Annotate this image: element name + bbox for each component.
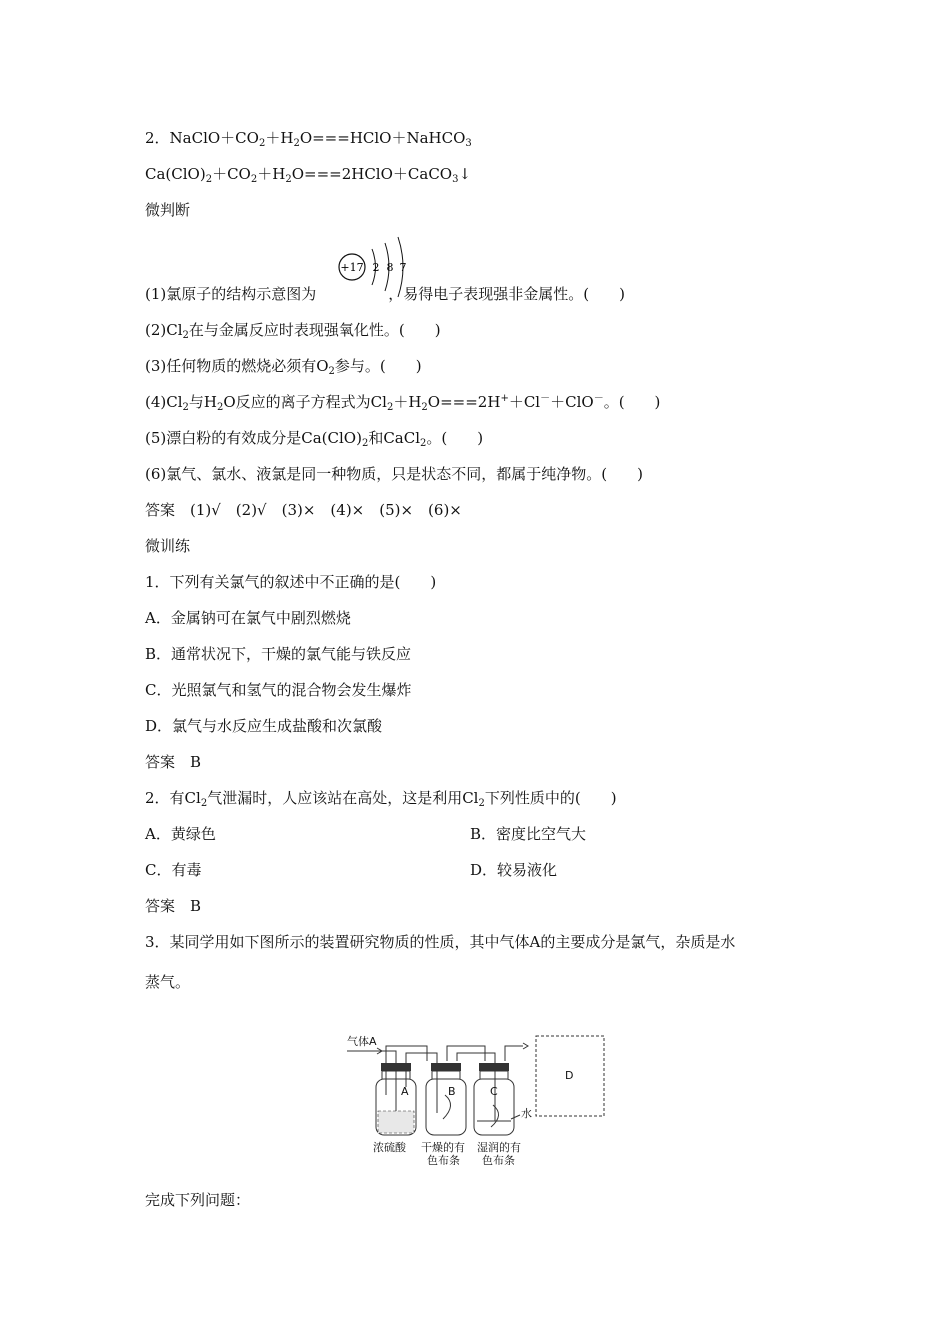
train-q2-option-c: C．有毒 xyxy=(145,861,202,879)
train-q3-stem-line1: 3．某同学用如下图所示的装置研究物质的性质，其中气体A的主要成分是氯气，杂质是水 xyxy=(145,933,736,951)
train-q2-stem: 2．有$Cl_2$气泄漏时，人应该站在高处，这是利用$Cl_2$下列性质中的( ) xyxy=(145,789,617,809)
label-conc-sulfuric-acid: 浓硫酸 xyxy=(373,1141,406,1154)
atom-shell-3: 7 xyxy=(399,261,407,274)
apparatus-figure xyxy=(345,1035,610,1165)
train-q1-option-b: B．通常状况下，干燥的氯气能与铁反应 xyxy=(145,645,412,663)
train-q1-option-c: C．光照氯气和氢气的混合物会发生爆炸 xyxy=(145,681,412,699)
atom-nucleus: +17 xyxy=(340,261,364,274)
train-q2-option-d: D．较易液化 xyxy=(470,861,558,879)
label-dry-cloth-1: 干燥的有 xyxy=(421,1141,465,1154)
judge-q4: $(4)Cl_2$与$H_2O$反应的离子方程式为$Cl_2+H_2O===2H^++Cl^-+ClO^-$。( ) xyxy=(145,393,661,413)
train-q1-option-a: A．金属钠可在氯气中剧烈燃烧 xyxy=(145,609,351,627)
label-wet-cloth-2: 色布条 xyxy=(482,1154,515,1165)
section-title-micro-judge: 微判断 xyxy=(145,201,191,219)
judge-answer: 答案 (1)√ (2)√ (3)× (4)× (5)× (6)× xyxy=(145,501,462,519)
label-box-d: D xyxy=(565,1069,574,1082)
equation-caclo2: $Ca(ClO)_2+CO_2+H_2O===2HClO+CaCO_3↓$ xyxy=(145,165,472,185)
train-q1-option-d: D．氯气与水反应生成盐酸和次氯酸 xyxy=(145,717,383,735)
label-bottle-b: B xyxy=(448,1085,456,1098)
label-bottle-a: A xyxy=(401,1085,409,1098)
atom-shell-1: 2 xyxy=(372,261,380,274)
train-q2-option-a: A．黄绿色 xyxy=(145,825,216,843)
label-water: 水 xyxy=(521,1107,532,1120)
judge-q1: (1)氯原子的结构示意图为 ，易得电子表现强非金属性。( ) xyxy=(145,285,625,303)
label-wet-cloth-1: 湿润的有 xyxy=(477,1141,521,1154)
equation-naclo: 2．$NaClO+CO_2+H_2O===HClO+NaHCO_3$ xyxy=(145,129,472,149)
judge-q2: $(2)Cl_2$在与金属反应时表现强氧化性。( ) xyxy=(145,321,441,341)
judge-q5: (5)漂白粉的有效成分是$Ca(ClO)_2$和CaCl$_2$。( ) xyxy=(145,429,484,449)
train-q2-option-b: B．密度比空气大 xyxy=(470,825,587,843)
section-title-micro-train: 微训练 xyxy=(145,537,191,555)
judge-q3: (3)任何物质的燃烧必须有$O_2$参与。( ) xyxy=(145,357,422,377)
train-q2-answer: 答案 B xyxy=(145,897,202,915)
label-gas-a: 气体A xyxy=(347,1035,377,1048)
train-q3-followup: 完成下列问题： xyxy=(145,1191,251,1209)
train-q1-stem: 1．下列有关氯气的叙述中不正确的是( ) xyxy=(145,573,437,591)
atom-shell-2: 8 xyxy=(386,261,394,274)
label-dry-cloth-2: 色布条 xyxy=(427,1154,460,1165)
label-bottle-c: C xyxy=(490,1085,498,1098)
judge-q6: (6)氯气、氯水、液氯是同一种物质，只是状态不同，都属于纯净物。( ) xyxy=(145,465,643,483)
train-q3-stem-line2: 蒸气。 xyxy=(145,973,191,991)
train-q1-answer: 答案 B xyxy=(145,753,202,771)
